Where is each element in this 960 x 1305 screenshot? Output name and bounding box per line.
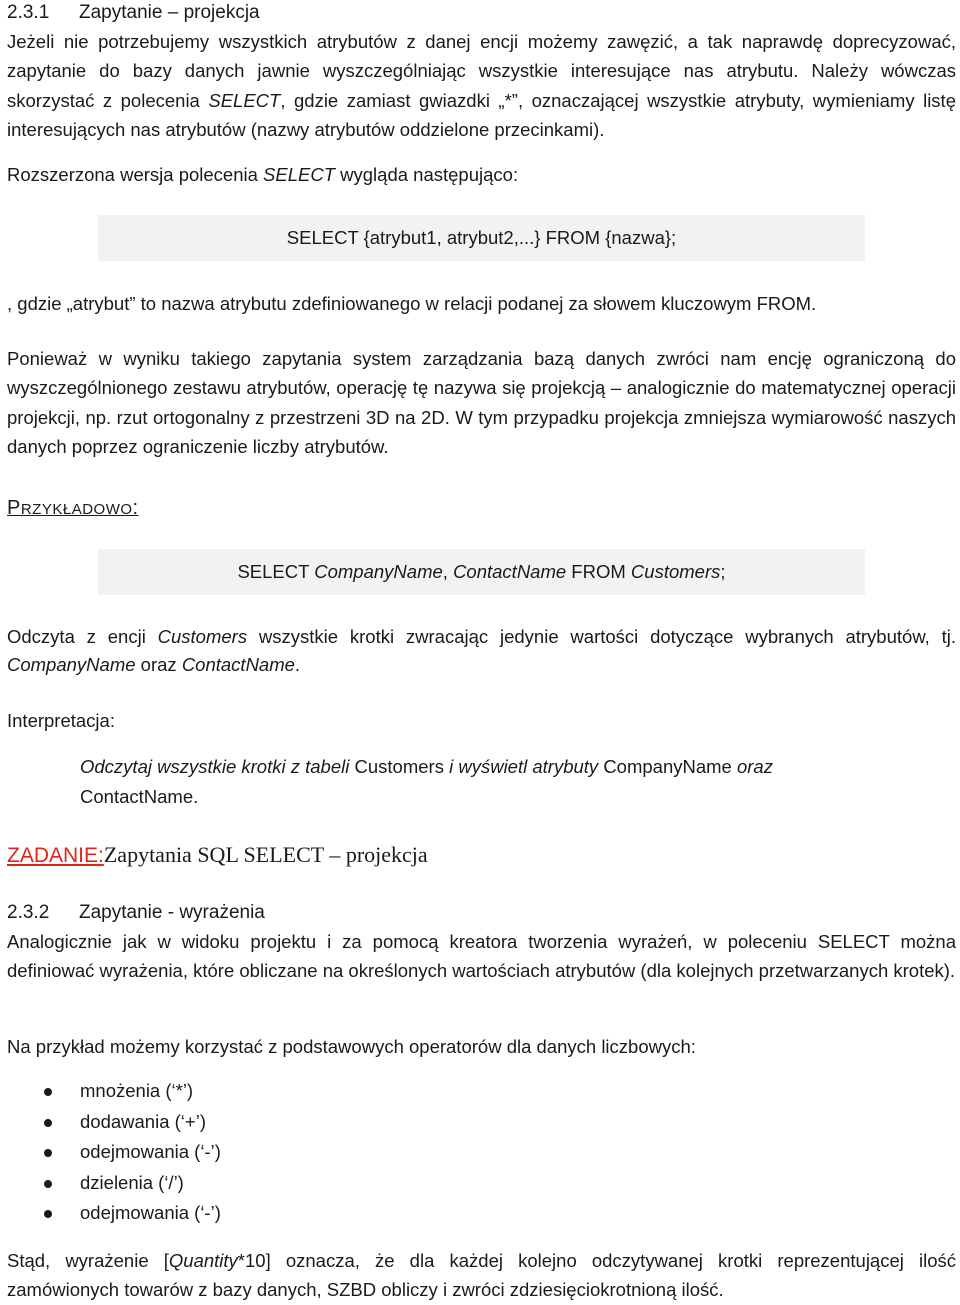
section-title: Zapytanie - wyrażenia: [79, 902, 265, 923]
attribute-name: Quantity: [168, 1250, 238, 1271]
section-title: Zapytanie – projekcja: [79, 2, 260, 23]
section-number: 2.3.2: [7, 902, 50, 923]
task-label[interactable]: ZADANIE:: [7, 844, 104, 867]
task-line: [7, 839, 428, 872]
text-run: Na przykład możemy korzystać z podstawowych operatorów dla danych liczbowych:: [7, 1036, 696, 1057]
list-item-text: dzielenia (‘/’): [80, 1171, 184, 1193]
section-heading-2-3-1: [7, 0, 260, 26]
text-run: .: [294, 654, 301, 675]
text-run: wszystkie krotki zwracając jedynie wartości dotyczące wybranych atrybutów, tj.: [247, 626, 957, 647]
text-run: oraz: [731, 756, 773, 777]
text-run: Odczyta z encji: [7, 626, 158, 647]
text-run: Ponieważ w wyniku takiego zapytania system zarządzania bazą danych zwróci nam encję ograniczoną do wyszczególnionego zestawu atrybutów, operację tę nazywa się projekcją – analogicznie do matematycznej operacji projekcji, np. rzut ortogonalny z przestrzeni 3D na 2D. W tym przypadku projekcja zmniejsza wymiarowość naszych danych poprzez ograniczenie liczby atrybutów.: [7, 348, 956, 457]
keyword-select: SELECT: [263, 164, 336, 185]
list-item: [0, 1137, 221, 1168]
text-run: Odczytaj wszystkie krotki z tabeli: [80, 756, 355, 777]
code-attribute: ContactName: [453, 561, 567, 582]
list-item: [0, 1168, 221, 1199]
paragraph-example-explanation: [7, 623, 956, 679]
paragraph-expressions: [7, 927, 956, 986]
paragraph-intro: [7, 27, 956, 144]
paragraph-quantity-example: [7, 1246, 956, 1305]
code-separator: ,: [442, 561, 454, 582]
section-number: 2.3.1: [7, 2, 50, 23]
operators-list: [0, 1076, 221, 1229]
text-run: Rozszerzona wersja polecenia: [7, 164, 264, 185]
code-table: Customers: [630, 561, 721, 582]
bullet-icon: [44, 1119, 52, 1127]
list-item-text: odejmowania (‘-’): [80, 1141, 221, 1163]
text-run: Interpretacja:: [7, 710, 115, 731]
code-keyword: SELECT: [237, 561, 315, 582]
code-box-syntax: [98, 215, 865, 261]
code-terminator: ;: [720, 561, 726, 582]
bullet-icon: [44, 1149, 52, 1157]
example-label: [7, 494, 956, 524]
attribute-name: ContactName.: [80, 786, 199, 807]
interpretation-text: [80, 752, 860, 812]
code-box-example: [98, 549, 865, 595]
paragraph-projection: [7, 344, 956, 461]
keyword-select: SELECT: [208, 89, 281, 111]
attribute-name: ContactName: [181, 654, 295, 675]
list-item-text: mnożenia (‘*’): [80, 1080, 194, 1101]
text-run: Analogicznie jak w widoku projektu i za pomocą kreatora tworzenia wyrażeń, w poleceniu SELECT można definiować wyrażenia, które obliczane na określonych wartościach atrybutów (dla kolejnych przetwarzanych krotek).: [7, 931, 956, 982]
label-part: :: [132, 497, 139, 519]
text-run: Jeżeli nie potrzebujemy wszystkich atrybutów z danej encji możemy zawęzić, a tak naprawdę doprecyzować, zapytanie do bazy danych jawnie wyszczególniając wszystkie interesujące nas atrybutu. Należy wówczas skorzystać z polecenia: [7, 31, 956, 111]
label-part: RZYKŁADOWO: [20, 501, 133, 518]
code-keyword: FROM: [566, 561, 631, 582]
bullet-icon: [44, 1180, 52, 1188]
text-run: , gdzie zamiast gwiazdki „*”, oznaczającej wszystkie atrybuty, wymieniamy listę interesujących nas atrybutów (nazwy atrybutów oddzielone przecinkami).: [7, 89, 956, 140]
text-run: Stąd, wyrażenie [: [7, 1250, 169, 1271]
paragraph-attribute-note: [7, 289, 956, 318]
task-title: Zapytania SQL SELECT – projekcja: [103, 842, 428, 867]
entity-name: Customers: [157, 626, 248, 647]
label-part: P: [7, 497, 21, 519]
text-run: wygląda następująco:: [335, 164, 519, 185]
interpretation-label: [7, 706, 956, 735]
list-item-text: dodawania (‘+’): [80, 1110, 206, 1132]
list-item: [0, 1198, 221, 1229]
list-item: [0, 1076, 221, 1107]
code-attribute: CompanyName: [314, 561, 443, 582]
table-name: Customers: [354, 756, 444, 777]
attribute-name: CompanyName: [603, 756, 732, 777]
paragraph-extended-version: [7, 160, 956, 189]
list-item: [0, 1107, 221, 1138]
code-syntax: SELECT {atrybut1, atrybut2,...} FROM {nazwa};: [286, 227, 677, 248]
attribute-name: CompanyName: [7, 654, 136, 675]
text-run: i wyświetl atrybuty: [443, 756, 604, 777]
text-run: *10] oznacza, że dla każdej kolejno odczytywanej krotki reprezentującej ilość zamówionych towarów z bazy danych, SZBD obliczy i zwróci zdziesięciokrotnioną ilość.: [7, 1250, 956, 1301]
bullet-icon: [44, 1210, 52, 1218]
list-item-text: odejmowania (‘-’): [80, 1202, 221, 1224]
bullet-icon: [44, 1088, 52, 1096]
text-run: oraz: [135, 654, 182, 675]
section-heading-2-3-2: [7, 900, 265, 926]
text-run: , gdzie „atrybut” to nazwa atrybutu zdefiniowanego w relacji podanej za słowem kluczowym FROM.: [7, 293, 817, 314]
paragraph-operators-intro: [7, 1032, 956, 1061]
